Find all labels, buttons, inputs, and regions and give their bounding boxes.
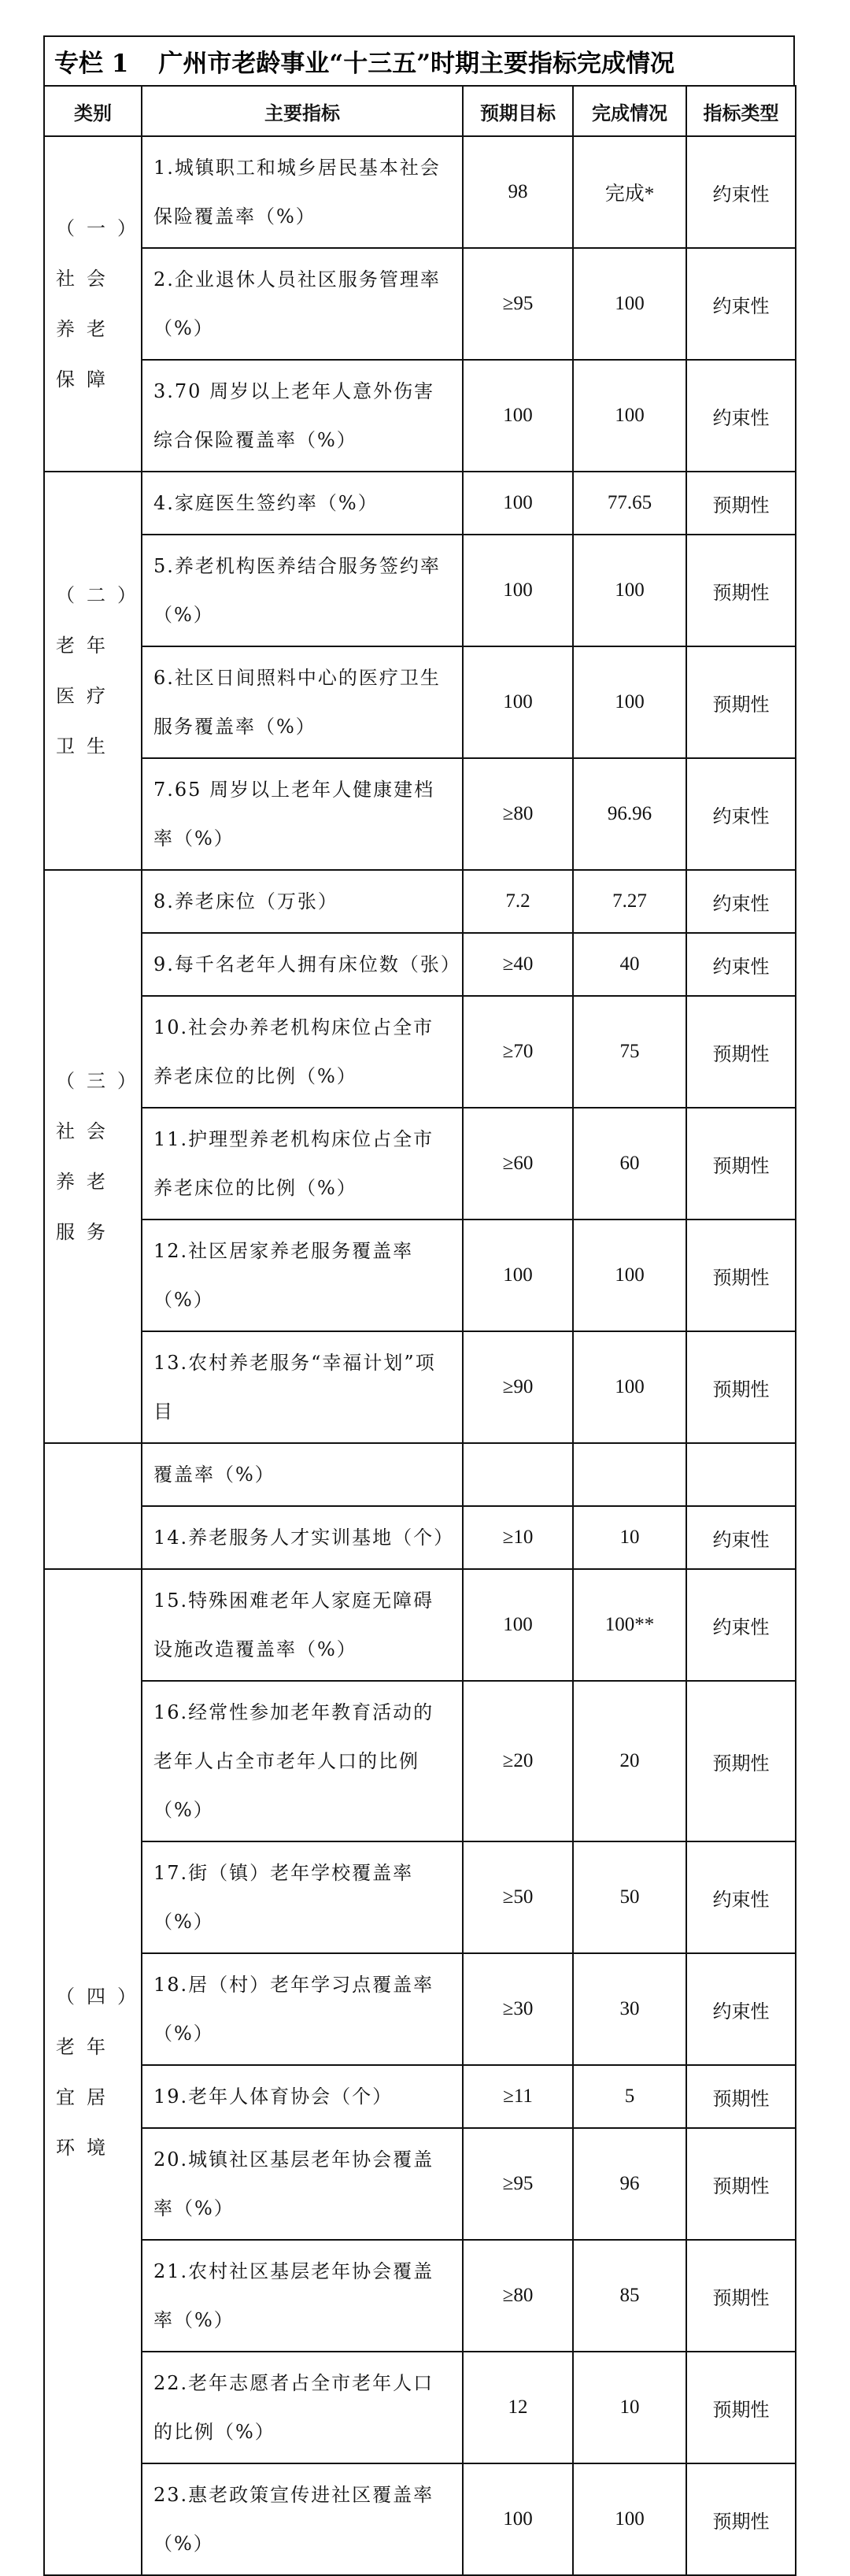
target-cell: 7.2 [463,870,573,933]
table-row [44,1220,796,1331]
type-cell: 约束性 [686,136,796,248]
table-row [44,758,796,870]
indicator-cell: 22.老年志愿者占全市老年人口的比例（%） [142,2352,463,2463]
table-row [44,472,796,535]
indicator-cell: 17.街（镇）老年学校覆盖率（%） [142,1841,463,1953]
indicator-cell: 15.特殊困难老年人家庭无障碍设施改造覆盖率（%） [142,1569,463,1681]
result-cell: 100 [573,646,686,758]
result-cell: 60 [573,1108,686,1220]
result-cell: 100 [573,2463,686,2575]
indicator-cell: 5.养老机构医养结合服务签约率（%） [142,535,463,646]
category-cell-empty [44,1443,142,1569]
indicator-cell: 1.城镇职工和城乡居民基本社会保险覆盖率（%） [142,136,463,248]
table-row [44,360,796,472]
target-cell: ≥70 [463,996,573,1108]
target-cell: ≥95 [463,248,573,360]
result-cell: 100 [573,1331,686,1443]
table-row [44,1506,796,1569]
target-cell: 100 [463,472,573,535]
indicator-cell: 20.城镇社区基层老年协会覆盖率（%） [142,2128,463,2240]
target-cell: 12 [463,2352,573,2463]
result-cell: 10 [573,2352,686,2463]
type-cell: 预期性 [686,1681,796,1841]
header-row [44,86,796,136]
table-row [44,996,796,1108]
type-cell [686,1443,796,1506]
result-cell: 100 [573,248,686,360]
indicator-cell: 7.65 周岁以上老年人健康建档率（%） [142,758,463,870]
result-cell: 96.96 [573,758,686,870]
table-row [44,1331,796,1443]
target-cell: ≥20 [463,1681,573,1841]
type-cell: 约束性 [686,360,796,472]
result-cell: 75 [573,996,686,1108]
target-cell: ≥80 [463,2240,573,2352]
table-row [44,2463,796,2575]
indicator-cell: 21.农村社区基层老年协会覆盖率（%） [142,2240,463,2352]
type-cell: 预期性 [686,2352,796,2463]
category-cell: （四）老年宜居环境 [44,1569,142,2575]
indicator-cell: 23.惠老政策宣传进社区覆盖率（%） [142,2463,463,2575]
type-cell: 约束性 [686,1841,796,1953]
target-cell: 100 [463,646,573,758]
category-cell: （一）社会养老保障 [44,136,142,472]
table-row [44,646,796,758]
table-row [44,535,796,646]
result-cell: 77.65 [573,472,686,535]
result-cell: 5 [573,2065,686,2128]
type-cell: 约束性 [686,870,796,933]
result-cell: 100 [573,1220,686,1331]
result-cell: 100 [573,360,686,472]
table-row [44,1569,796,1681]
category-cell: （二）老年医疗卫生 [44,472,142,870]
type-cell: 预期性 [686,646,796,758]
type-cell: 约束性 [686,758,796,870]
type-cell: 预期性 [686,996,796,1108]
result-cell: 30 [573,1953,686,2065]
indicator-cell: 11.护理型养老机构床位占全市养老床位的比例（%） [142,1108,463,1220]
target-cell: 98 [463,136,573,248]
indicator-cell: 13.农村养老服务“幸福计划”项目 [142,1331,463,1443]
indicator-cell: 16.经常性参加老年教育活动的老年人占全市老年人口的比例（%） [142,1681,463,1841]
target-cell: ≥10 [463,1506,573,1569]
table-row [44,1953,796,2065]
header-indicator: 主要指标 [142,86,463,136]
table-row [44,2128,796,2240]
target-cell: ≥50 [463,1841,573,1953]
header-category: 类别 [44,86,142,136]
indicator-cell: 10.社会办养老机构床位占全市养老床位的比例（%） [142,996,463,1108]
indicator-cell: 2.企业退休人员社区服务管理率（%） [142,248,463,360]
target-cell [463,1443,573,1506]
table-row [44,1443,796,1506]
type-cell: 预期性 [686,472,796,535]
indicator-cell: 6.社区日间照料中心的医疗卫生服务覆盖率（%） [142,646,463,758]
indicator-cell: 8.养老床位（万张） [142,870,463,933]
target-cell: ≥60 [463,1108,573,1220]
table-row [44,2065,796,2128]
indicator-cell: 19.老年人体育协会（个） [142,2065,463,2128]
table-row [44,933,796,996]
table-row [44,248,796,360]
result-cell: 完成* [573,136,686,248]
table-row [44,1108,796,1220]
table-row [44,1841,796,1953]
type-cell: 预期性 [686,1108,796,1220]
type-cell: 约束性 [686,1953,796,2065]
header-type: 指标类型 [686,86,796,136]
type-cell: 预期性 [686,2240,796,2352]
result-cell: 50 [573,1841,686,1953]
table-title [43,35,795,87]
indicator-table [43,85,796,2576]
result-cell: 100** [573,1569,686,1681]
indicator-cell: 18.居（村）老年学习点覆盖率（%） [142,1953,463,2065]
result-cell: 100 [573,535,686,646]
type-cell: 约束性 [686,1506,796,1569]
indicator-cell: 覆盖率（%） [142,1443,463,1506]
type-cell: 约束性 [686,1569,796,1681]
target-cell: 100 [463,360,573,472]
result-cell [573,1443,686,1506]
type-cell: 预期性 [686,2065,796,2128]
result-cell: 96 [573,2128,686,2240]
target-cell: ≥11 [463,2065,573,2128]
target-cell: ≥80 [463,758,573,870]
type-cell: 预期性 [686,2463,796,2575]
target-cell: 100 [463,535,573,646]
indicator-cell: 4.家庭医生签约率（%） [142,472,463,535]
column-label: 专栏 1 [54,50,129,78]
target-cell: ≥95 [463,2128,573,2240]
target-cell: ≥40 [463,933,573,996]
table-row [44,2352,796,2463]
type-cell: 约束性 [686,248,796,360]
table-row [44,1681,796,1841]
indicator-cell: 3.70 周岁以上老年人意外伤害综合保险覆盖率（%） [142,360,463,472]
target-cell: 100 [463,1220,573,1331]
target-cell: 100 [463,1569,573,1681]
result-cell: 20 [573,1681,686,1841]
target-cell: ≥30 [463,1953,573,2065]
table-row [44,870,796,933]
type-cell: 约束性 [686,933,796,996]
table-row [44,2240,796,2352]
result-cell: 85 [573,2240,686,2352]
type-cell: 预期性 [686,2128,796,2240]
type-cell: 预期性 [686,1220,796,1331]
category-cell: （三）社会养老服务 [44,870,142,1443]
table-row [44,136,796,248]
type-cell: 预期性 [686,1331,796,1443]
target-cell: 100 [463,2463,573,2575]
indicator-cell: 9.每千名老年人拥有床位数（张） [142,933,463,996]
result-cell: 10 [573,1506,686,1569]
header-result: 完成情况 [573,86,686,136]
table-frame [43,35,795,2576]
type-cell: 预期性 [686,535,796,646]
result-cell: 40 [573,933,686,996]
header-target: 预期目标 [463,86,573,136]
indicator-cell: 12.社区居家养老服务覆盖率（%） [142,1220,463,1331]
indicator-cell: 14.养老服务人才实训基地（个） [142,1506,463,1569]
title-text: 广州市老龄事业“十三五”时期主要指标完成情况 [158,50,675,78]
target-cell: ≥90 [463,1331,573,1443]
result-cell: 7.27 [573,870,686,933]
